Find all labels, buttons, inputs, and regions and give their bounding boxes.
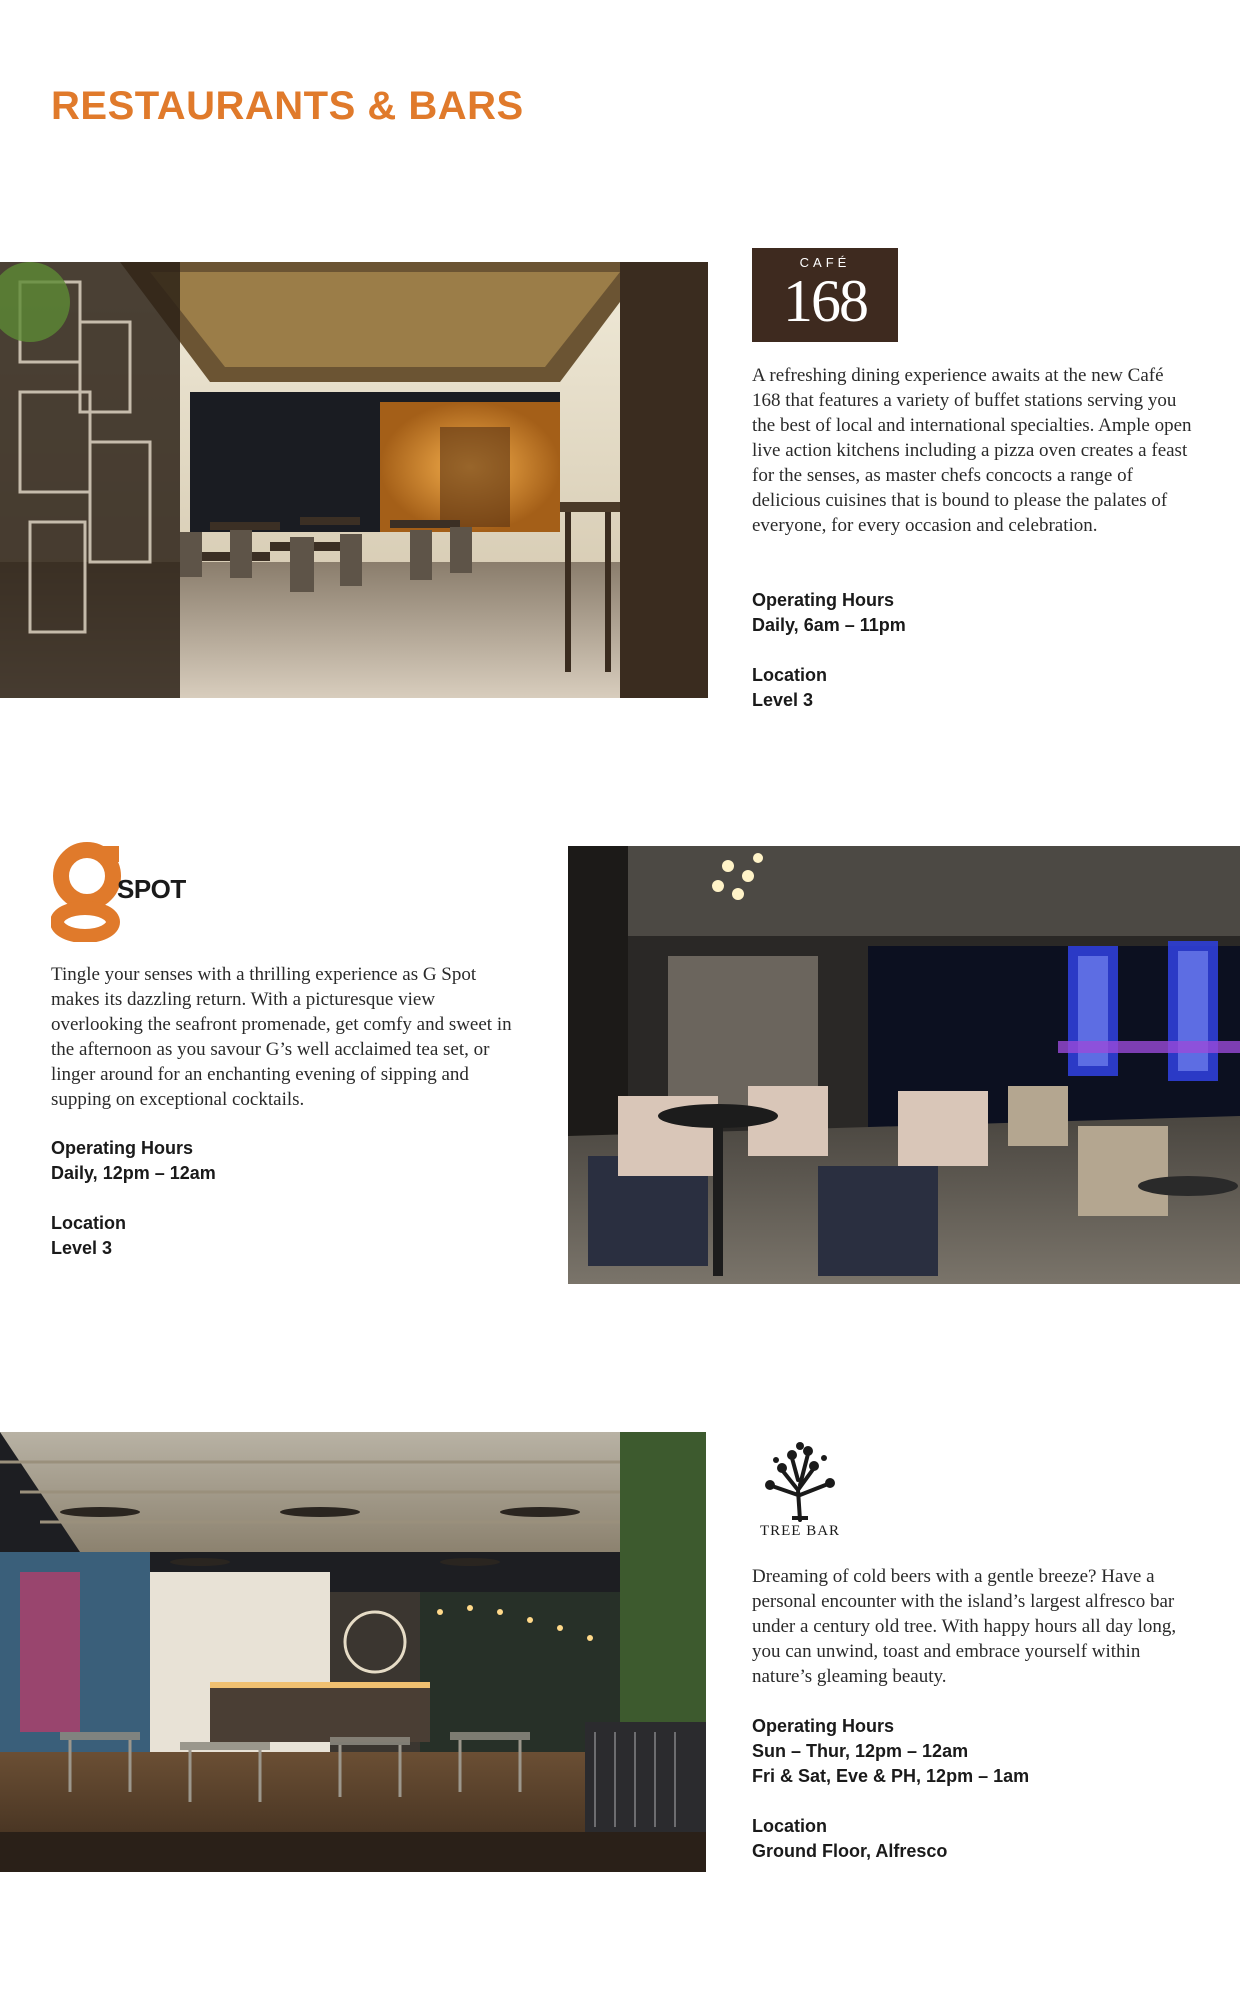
- location-label: Location: [51, 1213, 126, 1233]
- tree-bar-logo: [752, 1440, 848, 1540]
- location-value: Level 3: [51, 1238, 113, 1258]
- g-spot-description: Tingle your senses with a thrilling experience as G Spot makes its dazzling return. With a picturesque view overlooking the seafront promenade, get comfy and sweet in the afternoon as you savour G’s well acclaimed tea set, or linger around for an enchanting evening of sipping and supping on exceptional cocktails.: [51, 964, 512, 1110]
- operating-hours-label: Operating Hours: [752, 590, 895, 610]
- operating-hours-label: Operating Hours: [51, 1138, 194, 1158]
- g-spot-logo: [51, 842, 201, 942]
- operating-hours-value: Sun – Thur, 12pm – 12am: [752, 1741, 969, 1761]
- operating-hours-value: Fri & Sat, Eve & PH, 12pm – 1am: [752, 1766, 1030, 1786]
- cafe-logo-number: 168: [783, 268, 867, 334]
- operating-hours-value: Daily, 12pm – 12am: [51, 1163, 216, 1183]
- operating-hours-block: [752, 1714, 1192, 1789]
- cafe-168-description: A refreshing dining experience awaits at the new Café 168 that features a variety of buffet stations serving you the best of local and international specialties. Ample open live action kitchens including a pizza oven creates a feast for the senses, as master chefs concocts a range of delicious cuisines that is bound to please the palates of everyone, for every occasion and celebration.: [752, 365, 1192, 536]
- operating-hours-block: [752, 588, 1192, 638]
- g-spot-logo-text: SPOT: [117, 874, 186, 904]
- cafe-168-photo: [0, 262, 708, 698]
- tree-bar-info: [752, 1714, 1192, 1889]
- location-value: Ground Floor, Alfresco: [752, 1841, 948, 1861]
- tree-icon: [752, 1440, 848, 1522]
- cafe-168-info: [752, 588, 1192, 738]
- operating-hours-label: Operating Hours: [752, 1716, 895, 1736]
- operating-hours-value: Daily, 6am – 11pm: [752, 615, 906, 635]
- location-value: Level 3: [752, 690, 814, 710]
- tree-bar-logo-text: TREE BAR: [759, 1523, 841, 1539]
- g-spot-info: [51, 1136, 491, 1286]
- cafe-logo-small-text: CAFÉ: [799, 255, 851, 270]
- cafe-168-logo: [752, 248, 898, 342]
- tree-bar-photo: [0, 1432, 706, 1872]
- tree-bar-description: Dreaming of cold beers with a gentle breeze? Have a personal encounter with the island’s largest alfresco bar under a century old tree. With happy hours all day long, you can unwind, toast and embrace yourself within nature’s gleaming beauty.: [752, 1566, 1177, 1687]
- location-block: [752, 663, 1192, 713]
- location-block: [51, 1211, 491, 1261]
- location-label: Location: [752, 665, 827, 685]
- page-title: RESTAURANTS & BARS: [51, 84, 524, 128]
- operating-hours-block: [51, 1136, 491, 1186]
- g-spot-photo: [568, 846, 1240, 1284]
- location-block: [752, 1814, 1192, 1864]
- location-label: Location: [752, 1816, 827, 1836]
